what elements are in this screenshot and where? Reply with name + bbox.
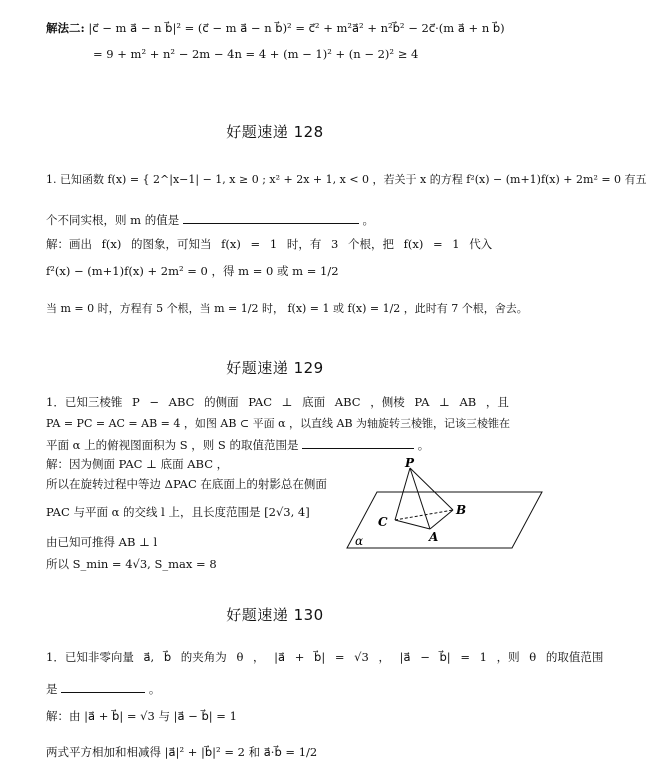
solution-two-label: 解法二: xyxy=(46,21,85,35)
edge-ca xyxy=(395,520,430,529)
problem-129-question-line-1: 1．已知三棱锥 P − ABC 的侧面 PAC ⊥ 底面 ABC ，侧棱 PA ⊥ AB ，且 xyxy=(46,395,509,409)
plane-alpha xyxy=(347,492,542,548)
label-p: P xyxy=(405,456,415,470)
solution-two-line-2 xyxy=(93,46,418,62)
problem-129-solution-line-5: 所以 S_min = 4√3, S_max = 8 xyxy=(46,557,217,571)
label-b: B xyxy=(456,503,467,517)
answer-blank xyxy=(183,211,359,224)
problem-128-question-line-2 xyxy=(46,211,374,228)
problem-128-solution-line-1: 解：画出 f(x) 的图象，可知当 f(x) = 1 时，有 3 个根，把 f(x) = 1 代入 xyxy=(46,237,493,251)
problem-130-title: 好题速递 130 xyxy=(226,606,324,624)
problem-130-question-text: 是 xyxy=(46,682,58,696)
problem-128-question-line-1: 1. 已知函数 f(x) = { 2^|x−1| − 1, x ≥ 0 ; x² + 2x + 1, x < 0 ，若关于 x 的方程 f²(x) − (m+1)f(x) + 2m² = 0 有五 xyxy=(46,173,647,186)
solution-two-line-1 xyxy=(46,20,505,36)
problem-128-question-text: 个不同实根，则 m 的值是 xyxy=(46,213,180,227)
answer-blank xyxy=(302,436,414,449)
label-alpha: α xyxy=(355,534,364,548)
edge-pc xyxy=(395,468,410,520)
problem-129-title: 好题速递 129 xyxy=(226,359,324,377)
problem-129-question-text: 平面 α 上的俯视图面积为 S ，则 S 的取值范围是 xyxy=(46,438,299,452)
problem-128-question-end: 。 xyxy=(362,213,375,227)
edge-ab xyxy=(430,510,453,529)
problem-129-question-end: 。 xyxy=(417,438,430,452)
problem-130-question-line-2 xyxy=(46,680,160,697)
problem-130-question-end: 。 xyxy=(148,682,161,696)
problem-129-question-line-2: PA = PC = AC = AB = 4 ，如图 AB ⊂ 平面 α ，以直线 AB 为轴旋转三棱锥，记该三棱锥在 xyxy=(46,417,511,430)
problem-128-title: 好题速递 128 xyxy=(226,123,324,141)
problem-130-solution-line-2: 两式平方相加和相减得 |a⃗|² + |b⃗|² = 2 和 a⃗·b⃗ = 1/2 xyxy=(46,745,318,759)
problem-129-solution-line-3: PAC 与平面 α 的交线 l 上，且长度范围是 [2√3, 4] xyxy=(46,505,310,519)
problem-129-solution-line-1: 解：因为侧面 PAC ⊥ 底面 ABC ， xyxy=(46,457,229,471)
problem-129-solution-line-4: 由已知可推得 AB ⊥ l xyxy=(46,535,158,549)
problem-130-solution-line-1: 解：由 |a⃗ + b⃗| = √3 与 |a⃗ − b⃗| = 1 xyxy=(46,709,237,723)
solution-two-equation-1: |c⃗ − m a⃗ − n b⃗|² = (c⃗ − m a⃗ − n b⃗)² = c⃗² + m²a⃗² + n²b⃗² − 2c⃗·(m a⃗ + n b⃗) xyxy=(88,21,505,35)
pyramid-figure xyxy=(345,458,545,552)
problem-128-solution-line-3: 当 m = 0 时，方程有 5 个根，当 m = 1/2 时， f(x) = 1 或 f(x) = 1/2 ，此时有 7 个根，舍去。 xyxy=(46,302,528,315)
solution-two-equation-2: = 9 + m² + n² − 2m − 4n = 4 + (m − 1)² + (n − 2)² ≥ 4 xyxy=(93,47,419,61)
problem-130-question-line-1: 1．已知非零向量 a⃗, b⃗ 的夹角为 θ ， |a⃗ + b⃗| = √3 ， |a⃗ − b⃗| = 1 ，则 θ 的取值范围 xyxy=(46,650,604,664)
label-a: A xyxy=(429,530,439,544)
problem-129-solution-line-2: 所以在旋转过程中等边 ΔPAC 在底面上的射影总在侧面 xyxy=(46,477,327,491)
problem-128-solution-line-2: f²(x) − (m+1)f(x) + 2m² = 0 ，得 m = 0 或 m = 1/2 xyxy=(46,264,339,278)
label-c: C xyxy=(378,515,388,529)
problem-129-question-line-3 xyxy=(46,436,429,453)
answer-blank xyxy=(61,680,145,693)
